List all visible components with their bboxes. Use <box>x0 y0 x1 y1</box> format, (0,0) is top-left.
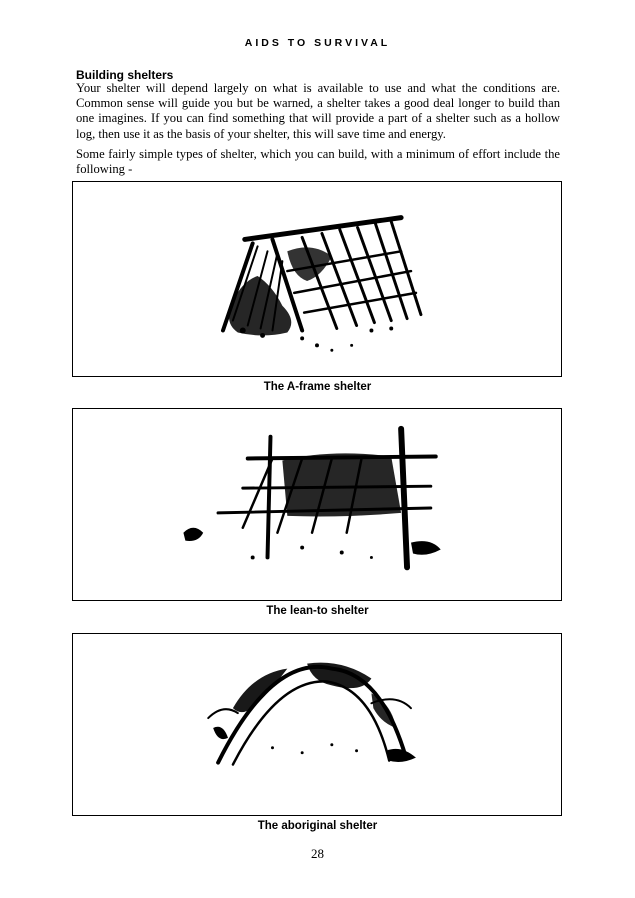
section-heading: Building shelters <box>76 68 174 82</box>
body-paragraph-2: Some fairly simple types of shelter, which you can build, with a minimum of effort include the following - <box>76 147 560 177</box>
caption-lean-to: The lean-to shelter <box>266 605 369 617</box>
lean-to-shelter-illustration <box>73 409 561 600</box>
figure-aboriginal-frame <box>72 633 562 816</box>
caption-a-frame: The A-frame shelter <box>263 381 372 393</box>
figure-a-frame-frame <box>72 181 562 377</box>
page-number: 28 <box>311 846 324 861</box>
body-paragraph-1: Your shelter will depend largely on what is available to use and what the conditions are. Common sense will guide you but be warned, a shelter takes a good deal longer to build than one imagines. If you can find something that will provide a part of a shelter such as a hollow log, then use it as the basis of your shelter, this will save time and energy. <box>76 81 560 141</box>
aboriginal-shelter-illustration <box>73 634 561 815</box>
running-head: AIDS TO SURVIVAL <box>244 37 391 49</box>
a-frame-shelter-illustration <box>73 182 561 376</box>
figure-lean-to-frame <box>72 408 562 601</box>
caption-aboriginal: The aboriginal shelter <box>257 820 378 832</box>
